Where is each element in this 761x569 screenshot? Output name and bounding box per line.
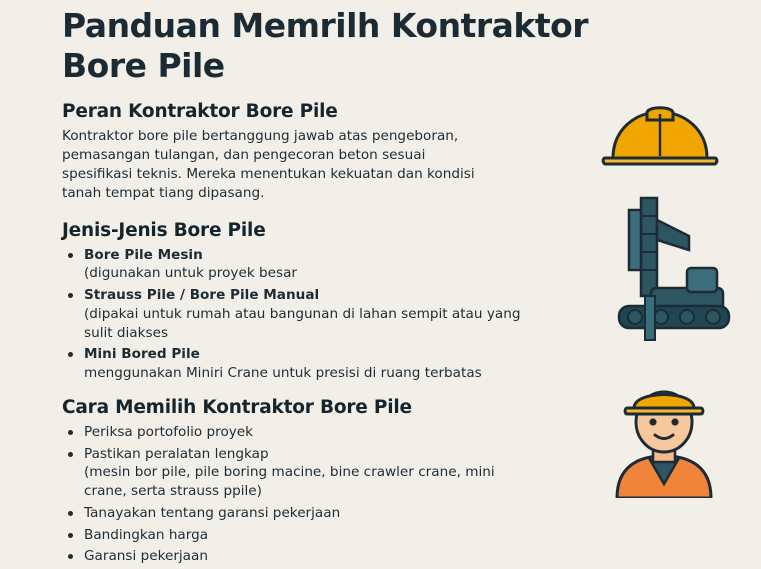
list-item-sub: Tanayakan tentang garansi pekerjaan (84, 504, 341, 521)
list-item (62, 526, 532, 545)
section-peran (62, 101, 532, 204)
section-cara-memilih (62, 397, 532, 566)
list-item-sub: Garansi pekerjaan (84, 548, 208, 565)
list-item (62, 547, 532, 566)
drilling-rig-icon (579, 190, 739, 354)
list-item (62, 286, 532, 342)
illustrations (511, 0, 761, 521)
list-item-sub: Periksa portofolio proyek (84, 423, 254, 440)
section-heading-jenis: Jenis-Jenis Bore Pile (62, 219, 266, 241)
section-paragraph-peran: Kontraktor bore pile bertanggung jawab atas pengeboran, pemasangan tulangan, dan pengecoran beton sesuai spesifikasi teknis. Mereka menentukan kekuatan dan kondisi tanah tempat tiang dipasang. (62, 127, 475, 202)
list-item (62, 445, 532, 501)
list-item-lead: Bore Pile Mesin (84, 246, 203, 263)
list-item-sub: (dipakai untuk rumah atau bangunan di lahan sempit atau yang sulit diakses (84, 305, 521, 341)
page-title: Panduan Memrilh Kontraktor Bore Pile (62, 6, 589, 86)
section-heading-peran: Peran Kontraktor Bore Pile (62, 100, 338, 122)
list-item (62, 345, 532, 383)
list-item (62, 504, 532, 523)
list-jenis-bore-pile (62, 246, 532, 383)
list-item (62, 246, 532, 284)
list-item-sub: Bandingkan harga (84, 526, 209, 543)
text-content (62, 6, 589, 569)
list-cara-memilih (62, 423, 532, 566)
list-item-note: (mesin bor pile, pile boring macine, bine crawler crane, mini crane, serta strauss ppile) (84, 464, 495, 500)
section-heading-cara-memilih: Cara Memilih Kontraktor Bore Pile (62, 396, 412, 418)
safety-helmet-icon (595, 100, 725, 182)
worker-icon (609, 380, 719, 502)
list-item-lead: Mini Bored Pile (84, 346, 200, 363)
list-item (62, 423, 532, 442)
list-item-lead: Strauss Pile / Bore Pile Manual (84, 287, 320, 304)
section-jenis (62, 220, 532, 383)
list-item-sub: menggunakan Miniri Crane untuk presisi di ruang terbatas (84, 365, 482, 382)
list-item-sub: Pastikan peralatan lengkap (84, 445, 269, 462)
list-item-sub: (digunakan untuk proyek besar (84, 265, 297, 282)
